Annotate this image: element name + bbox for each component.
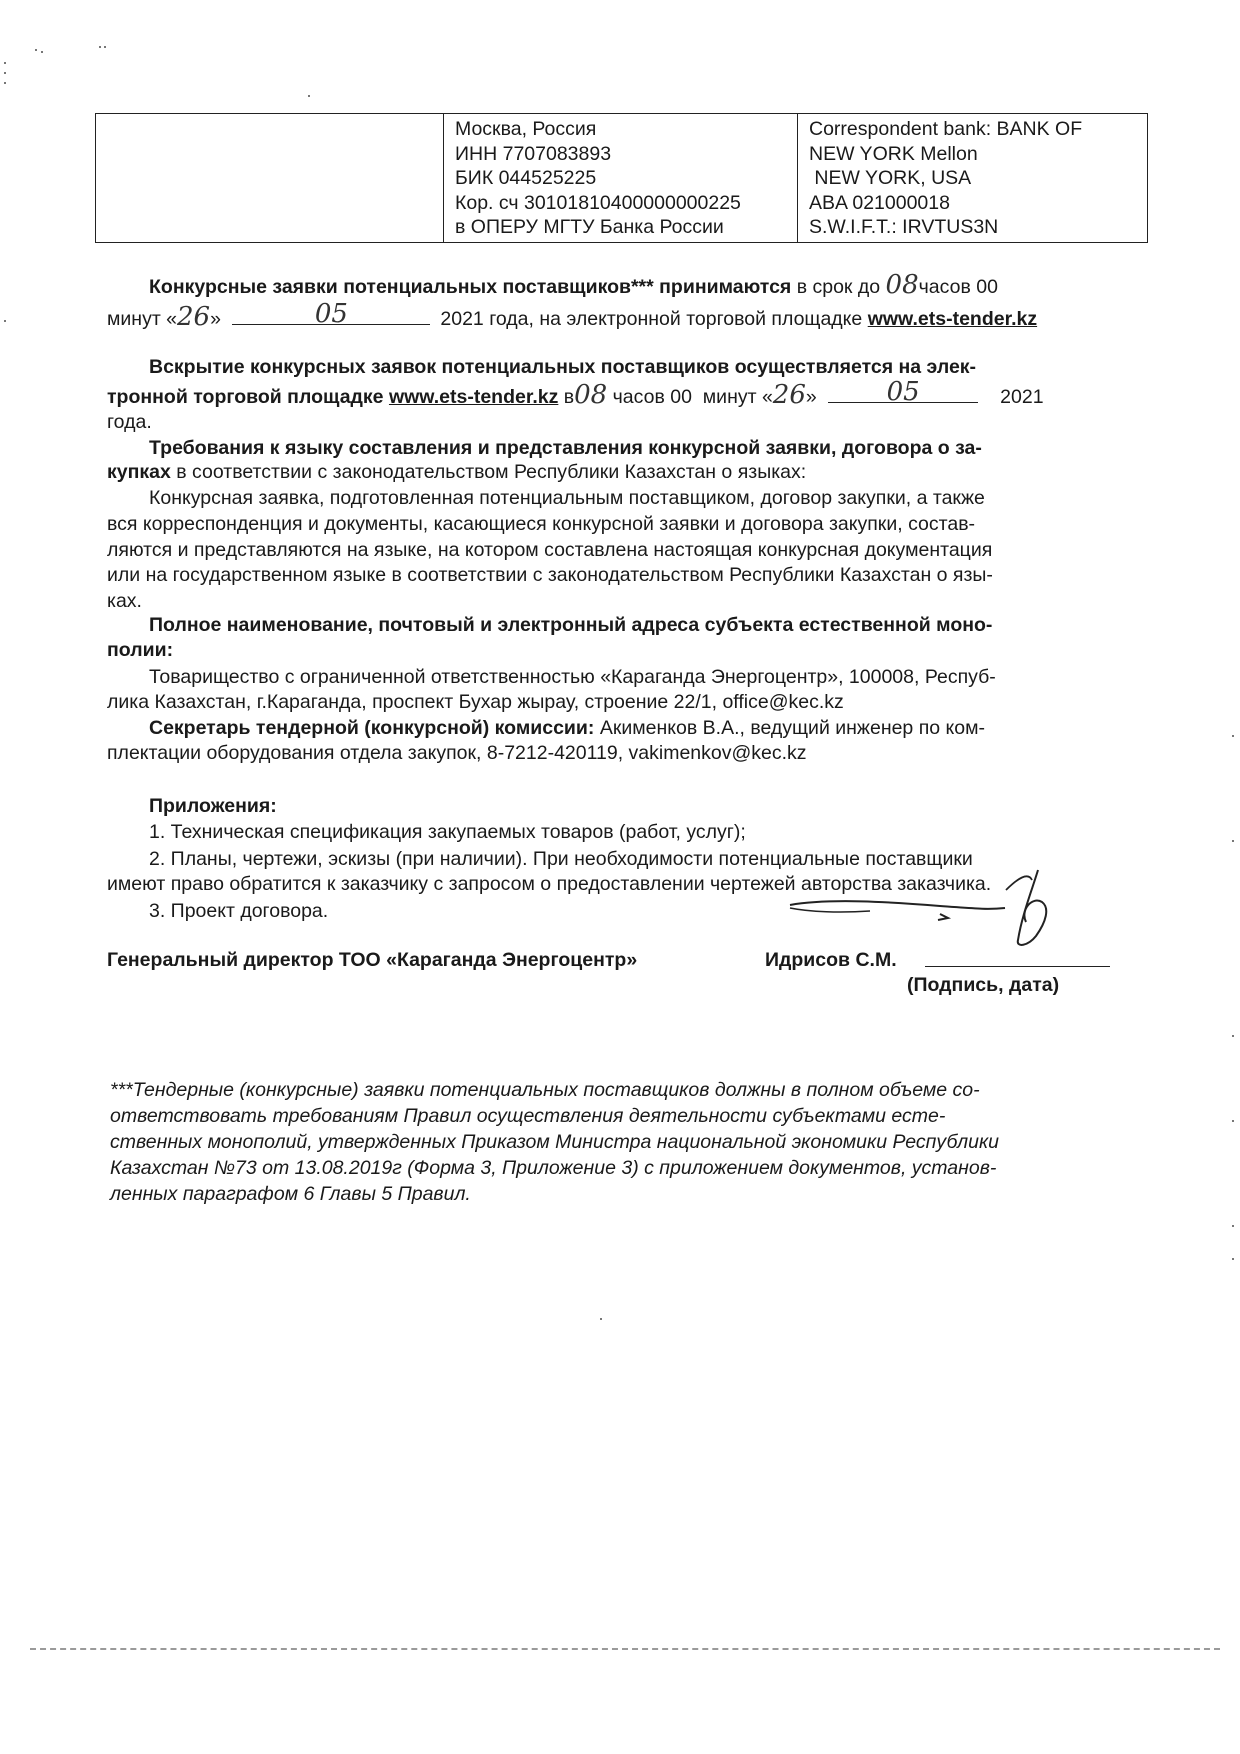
bank-inn: ИНН 7707083893	[455, 142, 612, 165]
opening-line-2: тронной торговой площадке www.ets-tender.kz в08 часов 00 минут «26» 05 2021	[107, 377, 1044, 410]
footnote-line-5: ленных параграфом 6 Главы 5 Правил.	[110, 1183, 471, 1205]
submission-line-2: минут «26» 05 2021 года, на электронной торговой площадке www.ets-tender.kz	[107, 299, 1038, 332]
handwritten-signature	[770, 850, 1100, 960]
language-body-line-5: ках.	[107, 590, 142, 612]
handwritten-opening-hour: 08	[574, 380, 608, 410]
bank-table-empty-cell	[96, 114, 444, 243]
bank-city: Москва, Россия	[455, 118, 597, 140]
secretary-line-1: Секретарь тендерной (конкурсной) комиссии: Акименков В.А., ведущий инженер по ком-	[149, 717, 986, 739]
submission-line-1: Конкурсные заявки потенциальных поставщиков*** принимаются в срок до 08часов 00	[149, 270, 998, 300]
opening-line-3: года.	[107, 411, 152, 433]
footnote-line-1: ***Тендерные (конкурсные) заявки потенциальных поставщиков должны в полном объеме со-	[110, 1079, 980, 1101]
bank-table-right-cell	[798, 114, 1148, 243]
footnote-line-2: ответствовать требованиям Правил осуществления деятельности субъектами есте-	[110, 1105, 946, 1127]
bank-table-middle-cell	[444, 114, 798, 243]
footnote-line-3: ственных монополий, утвержденных Приказом Министра национальной экономики Республики	[110, 1131, 999, 1153]
director-name: Идрисов С.М.	[765, 949, 897, 971]
handwritten-day: 26	[177, 302, 211, 332]
opening-line-1: Вскрытие конкурсных заявок потенциальных поставщиков осуществляется на элек-	[149, 356, 977, 378]
appendix-item-2: 2. Планы, чертежи, эскизы (при наличии). При необходимости потенциальные поставщики	[149, 848, 973, 870]
correspondent-bank-name: NEW YORK Mellon	[809, 142, 978, 165]
language-heading-line-1: Требования к языку составления и представления конкурсной заявки, договора о за-	[149, 437, 982, 459]
correspondent-bank: Correspondent bank: BANK OF	[809, 118, 1083, 140]
director-position: Генеральный директор ТОО «Караганда Энергоцентр»	[107, 949, 638, 971]
bank-corr-account: Кор. сч 30101810400000000225	[455, 191, 741, 214]
appendix-item-2-cont: имеют право обратится к заказчику с запросом о предоставлении чертежей авторства заказчика.	[107, 873, 992, 895]
scan-edge-dashes	[30, 1648, 1220, 1650]
appendix-item-1: 1. Техническая спецификация закупаемых товаров (работ, услуг);	[149, 821, 746, 843]
entity-body-line-1: Товарищество с ограниченной ответственностью «Караганда Энергоцентр», 100008, Респуб-	[149, 666, 996, 688]
bank-details-table	[95, 113, 1148, 243]
language-body-line-4: или на государственном языке в соответствии с законодательством Республики Казахстан о язы-	[107, 564, 993, 586]
entity-heading-line-2: полии:	[107, 639, 174, 661]
handwritten-opening-day: 26	[772, 380, 806, 410]
appendix-item-3: 3. Проект договора.	[149, 900, 329, 922]
signature-line	[925, 966, 1110, 967]
ets-tender-link-opening[interactable]: www.ets-tender.kz	[388, 386, 559, 408]
language-body-line-1: Конкурсная заявка, подготовленная потенциальным поставщиком, договор закупки, а также	[149, 487, 985, 509]
entity-body-line-2: лика Казахстан, г.Караганда, проспект Бухар жырау, строение 22/1, office@kec.kz	[107, 691, 844, 713]
language-body-line-3: ляются и представляются на языке, на котором составлена настоящая конкурсная документация	[107, 539, 993, 561]
bank-bik: БИК 044525225	[455, 167, 597, 189]
handwritten-opening-month: 05	[886, 377, 920, 407]
ets-tender-link[interactable]: www.ets-tender.kz	[867, 308, 1038, 330]
language-heading-line-2: купках в соответствии с законодательством Республики Казахстан о языках:	[107, 461, 807, 483]
month-blank	[232, 299, 430, 329]
bank-opera: в ОПЕРУ МГТУ Банка России	[455, 216, 724, 238]
secretary-line-2: плектации оборудования отдела закупок, 8-7212-420119, vakimenkov@kec.kz	[107, 742, 807, 764]
footnote-line-4: Казахстан №73 от 13.08.2019г (Форма 3, Приложение 3) с приложением документов, установ-	[110, 1157, 997, 1179]
signature-caption: (Подпись, дата)	[907, 974, 1060, 996]
handwritten-month: 05	[314, 299, 348, 329]
language-body-line-2: вся корреспонденция и документы, касающиеся конкурсной заявки и договора закупки, состав-	[107, 513, 976, 535]
correspondent-bank-city: NEW YORK, USA	[809, 167, 972, 189]
handwritten-hour: 08	[885, 270, 919, 300]
swift-code: S.W.I.F.T.: IRVTUS3N	[809, 216, 999, 238]
appendices-title: Приложения:	[149, 795, 277, 817]
entity-heading-line-1: Полное наименование, почтовый и электронный адреса субъекта естественной моно-	[149, 614, 993, 636]
opening-month-blank	[828, 377, 978, 407]
aba-number: ABA 021000018	[809, 191, 950, 214]
